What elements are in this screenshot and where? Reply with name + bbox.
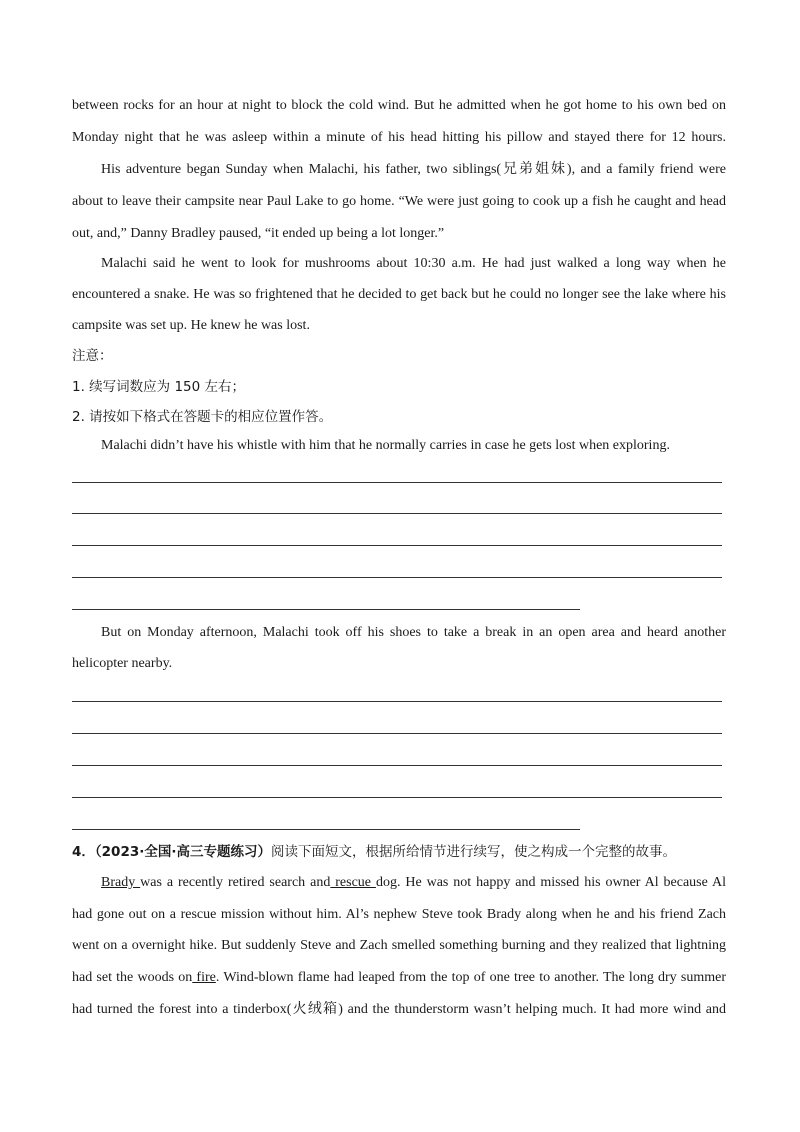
passage-line: between rocks for an hour at night to block the cold wind. But he admitted when he got home to his own bed on	[72, 98, 726, 113]
note-word-count: 1. 续写词数应为 150 左右；	[72, 379, 246, 395]
notes-title: 注意：	[72, 348, 113, 364]
answer-line[interactable]	[72, 513, 722, 514]
q4-text: had set the woods on	[72, 970, 193, 985]
passage-line: Monday night that he was asleep within a minute of his head hitting his pillow and stayed there for 12 hours.	[72, 130, 726, 145]
answer-line[interactable]	[72, 701, 722, 702]
answer-line[interactable]	[72, 577, 722, 578]
passage-line: about to leave their campsite near Paul Lake to go home. “We were just going to cook up a fish he caught and head	[72, 194, 726, 209]
q4-text: was a recently retired search and	[140, 875, 331, 890]
question-4-header	[72, 842, 726, 862]
answer-line[interactable]	[72, 829, 580, 830]
answer-line[interactable]	[72, 609, 580, 610]
continuation-prompt-1: Malachi didn’t have his whistle with him that he normally carries in case he gets lost when exploring.	[101, 438, 670, 453]
continuation-prompt-2-cont: helicopter nearby.	[72, 656, 173, 671]
q4-text: dog. He was not happy and missed his owner Al because Al	[375, 875, 726, 890]
q4-text: . Wind-blown flame had leaped from the top of one tree to another. The long dry summer	[215, 970, 726, 985]
passage-line: encountered a snake. He was so frightened that he decided to get back but he could no longer see the lake where his	[72, 287, 726, 302]
q4-passage-line	[101, 873, 726, 893]
question-source: （2023·全国·高三专题练习）	[94, 844, 271, 860]
answer-line[interactable]	[72, 482, 722, 483]
underlined-word: Brady	[101, 875, 141, 890]
question-instruction: 阅读下面短文，根据所给情节进行续写，使之构成一个完整的故事。	[271, 844, 676, 860]
q4-passage-line: went on a overnight hike. But suddenly Steve and Zach smelled something burning and they realized that lightning	[72, 938, 726, 953]
passage-line: His adventure began Sunday when Malachi, his father, two siblings(兄弟姐妹), and a family friend were	[101, 162, 726, 177]
q4-passage-line	[72, 968, 726, 988]
answer-line[interactable]	[72, 733, 722, 734]
q4-passage-line: had turned the forest into a tinderbox(火绒箱) and the thunderstorm wasn’t helping much. It had more wind and	[72, 1002, 726, 1017]
underlined-word: fire	[192, 970, 216, 985]
q4-passage-line: had gone out on a rescue mission without him. Al’s nephew Steve took Brady along when he and his friend Zach	[72, 907, 726, 922]
continuation-prompt-2: But on Monday afternoon, Malachi took off his shoes to take a break in an open area and heard another	[101, 625, 726, 640]
passage-line: Malachi said he went to look for mushrooms about 10:30 a.m. He had just walked a long way when he	[101, 256, 726, 271]
passage-line: campsite was set up. He knew he was lost.	[72, 318, 310, 333]
passage-line: out, and,” Danny Bradley paused, “it ended up being a lot longer.”	[72, 226, 445, 241]
answer-line[interactable]	[72, 765, 722, 766]
note-format: 2. 请按如下格式在答题卡的相应位置作答。	[72, 409, 333, 425]
answer-line[interactable]	[72, 545, 722, 546]
answer-line[interactable]	[72, 797, 722, 798]
underlined-word: rescue	[330, 875, 376, 890]
question-number: 4．	[72, 844, 95, 860]
